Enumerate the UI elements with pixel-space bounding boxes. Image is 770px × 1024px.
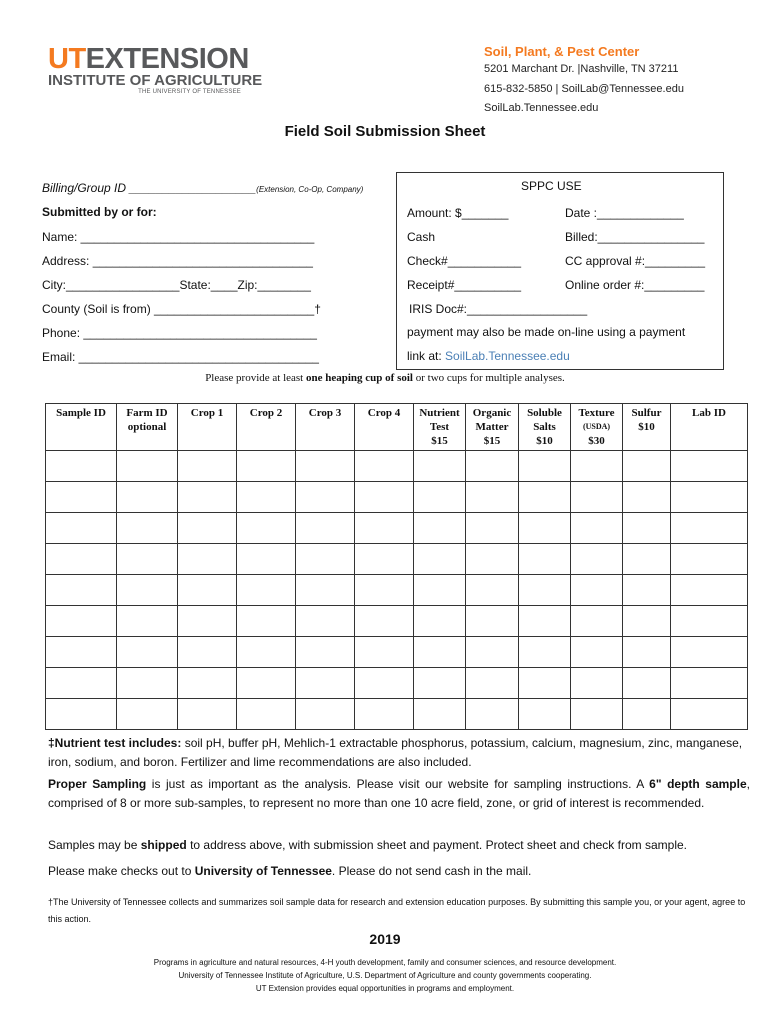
check-field[interactable]: Check#___________ bbox=[407, 254, 522, 268]
column-header-text: Nutrient bbox=[419, 407, 460, 419]
table-cell[interactable] bbox=[414, 575, 466, 606]
column-header bbox=[414, 404, 466, 451]
pay-online-text: payment may also be made on-line using a payment bbox=[407, 325, 686, 339]
table-cell[interactable] bbox=[178, 451, 237, 482]
column-header bbox=[355, 404, 414, 451]
column-header-text: $15 bbox=[431, 435, 448, 447]
column-header-text: (USDA) bbox=[582, 422, 611, 431]
table-cell[interactable] bbox=[414, 699, 466, 730]
page-title: Field Soil Submission Sheet bbox=[284, 123, 486, 140]
table-cell[interactable] bbox=[519, 513, 571, 544]
sppc-heading: SPPC USE bbox=[521, 179, 582, 193]
table-cell[interactable] bbox=[414, 513, 466, 544]
table-cell[interactable] bbox=[117, 575, 178, 606]
city-state-zip-field[interactable]: City:_________________State:____Zip:________ bbox=[42, 278, 311, 292]
ut-extension-logo bbox=[48, 43, 263, 95]
table-cell[interactable] bbox=[671, 575, 748, 606]
column-header-text: Crop 2 bbox=[249, 407, 283, 419]
column-header-text: Soluble bbox=[527, 407, 562, 419]
table-cell[interactable] bbox=[519, 575, 571, 606]
table-cell[interactable] bbox=[296, 606, 355, 637]
table-row bbox=[46, 637, 748, 668]
table-cell[interactable] bbox=[519, 482, 571, 513]
table-cell[interactable] bbox=[117, 699, 178, 730]
column-header-text: Crop 4 bbox=[367, 407, 401, 419]
soil-amount-instructions: Please provide at least one heaping cup of soil or two cups for multiple analyses. bbox=[205, 372, 565, 384]
pay-online-link-line: link at: SoilLab.Tennessee.edu bbox=[407, 349, 570, 363]
table-row bbox=[46, 451, 748, 482]
name-field[interactable]: Name: ___________________________________ bbox=[42, 230, 315, 244]
table-cell[interactable] bbox=[296, 513, 355, 544]
table-cell[interactable] bbox=[623, 699, 671, 730]
soillab-link[interactable]: SoilLab.Tennessee.edu bbox=[445, 349, 570, 363]
sample-table bbox=[45, 403, 748, 730]
table-cell[interactable] bbox=[623, 451, 671, 482]
table-cell[interactable] bbox=[671, 699, 748, 730]
column-header-text: $30 bbox=[588, 435, 605, 447]
table-cell[interactable] bbox=[237, 451, 296, 482]
table-row bbox=[46, 482, 748, 513]
column-header-text: optional bbox=[127, 421, 167, 433]
table-cell[interactable] bbox=[46, 699, 117, 730]
column-header bbox=[46, 404, 117, 451]
table-cell[interactable] bbox=[117, 668, 178, 699]
table-cell[interactable] bbox=[296, 668, 355, 699]
amount-field[interactable]: Amount: $_______ bbox=[407, 206, 509, 220]
table-cell[interactable] bbox=[519, 544, 571, 575]
column-header bbox=[519, 404, 571, 451]
table-cell[interactable] bbox=[571, 482, 623, 513]
table-cell[interactable] bbox=[623, 606, 671, 637]
table-cell[interactable] bbox=[117, 451, 178, 482]
billed-field[interactable]: Billed:________________ bbox=[565, 230, 705, 244]
center-website: SoilLab.Tennessee.edu bbox=[484, 102, 599, 114]
table-cell[interactable] bbox=[46, 575, 117, 606]
table-cell[interactable] bbox=[117, 606, 178, 637]
table-cell[interactable] bbox=[466, 482, 519, 513]
shipping-note: Samples may be shipped to address above, with submission sheet and payment. Protect sheet and check from sample. bbox=[48, 838, 687, 852]
table-cell[interactable] bbox=[671, 482, 748, 513]
table-cell[interactable] bbox=[671, 668, 748, 699]
table-cell[interactable] bbox=[414, 482, 466, 513]
table-cell[interactable] bbox=[178, 482, 237, 513]
table-cell[interactable] bbox=[519, 668, 571, 699]
table-cell[interactable] bbox=[414, 451, 466, 482]
logo-university: THE UNIVERSITY OF TENNESSEE bbox=[138, 89, 241, 95]
table-cell[interactable] bbox=[237, 482, 296, 513]
table-cell[interactable] bbox=[571, 637, 623, 668]
table-cell[interactable] bbox=[237, 699, 296, 730]
table-cell[interactable] bbox=[296, 544, 355, 575]
table-cell[interactable] bbox=[296, 575, 355, 606]
table-cell[interactable] bbox=[519, 699, 571, 730]
column-header bbox=[623, 404, 671, 451]
table-cell[interactable] bbox=[178, 637, 237, 668]
table-cell[interactable] bbox=[46, 544, 117, 575]
table-cell[interactable] bbox=[355, 544, 414, 575]
table-cell[interactable] bbox=[178, 668, 237, 699]
table-cell[interactable] bbox=[466, 606, 519, 637]
center-address: 5201 Marchant Dr. |Nashville, TN 37211 bbox=[484, 63, 679, 75]
column-header-text: Organic bbox=[472, 407, 512, 419]
table-cell[interactable] bbox=[296, 699, 355, 730]
table-cell[interactable] bbox=[355, 513, 414, 544]
table-row bbox=[46, 513, 748, 544]
table-cell[interactable] bbox=[623, 668, 671, 699]
county-field[interactable]: County (Soil is from) ________________________† bbox=[42, 302, 321, 316]
column-header bbox=[178, 404, 237, 451]
data-use-footnote: †The University of Tennessee collects and summarizes soil sample data for research and extension education purposes. By submitting this sample you, or your agent, agree to this action. bbox=[48, 897, 746, 924]
table-cell[interactable] bbox=[296, 482, 355, 513]
table-cell[interactable] bbox=[117, 482, 178, 513]
column-header-text: $10 bbox=[638, 421, 655, 433]
table-cell[interactable] bbox=[414, 668, 466, 699]
table-cell[interactable] bbox=[296, 637, 355, 668]
center-contact: 615-832-5850 | SoilLab@Tennessee.edu bbox=[484, 83, 684, 95]
email-field[interactable]: Email: ____________________________________ bbox=[42, 350, 319, 364]
table-cell[interactable] bbox=[623, 482, 671, 513]
column-header-text: $15 bbox=[483, 435, 501, 447]
nutrient-test-note: ‡Nutrient test includes: soil pH, buffer pH, Mehlich-1 extractable phosphorus, potassium, calcium, magnesium, zinc, manganese, iron, sodium, and boron. Fertilizer and lime recommendations are also included. bbox=[48, 736, 743, 769]
table-cell[interactable] bbox=[623, 513, 671, 544]
table-cell[interactable] bbox=[571, 544, 623, 575]
column-header-text: Texture bbox=[578, 407, 615, 419]
table-row bbox=[46, 699, 748, 730]
table-cell[interactable] bbox=[414, 544, 466, 575]
address-field[interactable]: Address: _________________________________ bbox=[42, 254, 313, 268]
table-cell[interactable] bbox=[466, 699, 519, 730]
sppc-use-box bbox=[396, 172, 724, 370]
footer-line-2: University of Tennessee Institute of Agriculture, U.S. Department of Agriculture and county governments cooperating. bbox=[178, 971, 592, 980]
year: 2019 bbox=[369, 931, 401, 947]
table-cell[interactable] bbox=[466, 451, 519, 482]
table-cell[interactable] bbox=[466, 513, 519, 544]
footer-line-1: Programs in agriculture and natural resources, 4-H youth development, family and consumer sciences, and resource development. bbox=[153, 958, 617, 967]
column-header-text: Matter bbox=[475, 421, 509, 433]
table-cell[interactable] bbox=[623, 544, 671, 575]
table-cell[interactable] bbox=[46, 606, 117, 637]
table-cell[interactable] bbox=[237, 544, 296, 575]
table-cell[interactable] bbox=[355, 668, 414, 699]
center-name: Soil, Plant, & Pest Center bbox=[484, 44, 640, 59]
table-cell[interactable] bbox=[178, 544, 237, 575]
table-cell[interactable] bbox=[519, 637, 571, 668]
table-cell[interactable] bbox=[237, 668, 296, 699]
phone-field[interactable]: Phone: ___________________________________ bbox=[42, 326, 317, 340]
column-header-text: Salts bbox=[533, 421, 556, 433]
column-header-text: Lab ID bbox=[692, 407, 726, 419]
cc-approval-field[interactable]: CC approval #:_________ bbox=[565, 254, 706, 268]
table-cell[interactable] bbox=[571, 451, 623, 482]
table-cell[interactable] bbox=[46, 668, 117, 699]
submitted-label: Submitted by or for: bbox=[42, 205, 157, 219]
iris-doc-field[interactable]: IRIS Doc#:__________________ bbox=[409, 302, 588, 316]
table-cell[interactable] bbox=[355, 699, 414, 730]
table-cell[interactable] bbox=[237, 606, 296, 637]
table-cell[interactable] bbox=[671, 544, 748, 575]
table-cell[interactable] bbox=[117, 544, 178, 575]
table-cell[interactable] bbox=[671, 451, 748, 482]
table-row bbox=[46, 544, 748, 575]
table-cell[interactable] bbox=[623, 575, 671, 606]
online-order-field[interactable]: Online order #:_________ bbox=[565, 278, 705, 292]
column-header-text: Crop 1 bbox=[190, 407, 224, 419]
column-header bbox=[237, 404, 296, 451]
table-cell[interactable] bbox=[466, 544, 519, 575]
table-cell[interactable] bbox=[571, 513, 623, 544]
table-header-row bbox=[46, 404, 748, 451]
table-cell[interactable] bbox=[623, 637, 671, 668]
table-cell[interactable] bbox=[571, 606, 623, 637]
table-cell[interactable] bbox=[355, 575, 414, 606]
date-field[interactable]: Date :_____________ bbox=[565, 206, 684, 220]
logo-institute: INSTITUTE OF AGRICULTURE bbox=[48, 72, 263, 89]
table-cell[interactable] bbox=[237, 513, 296, 544]
column-header bbox=[671, 404, 748, 451]
table-cell[interactable] bbox=[46, 451, 117, 482]
table-cell[interactable] bbox=[296, 451, 355, 482]
footer-line-3: UT Extension provides equal opportunities in programs and employment. bbox=[255, 984, 515, 993]
table-cell[interactable] bbox=[571, 668, 623, 699]
column-header-text: Sample ID bbox=[56, 407, 106, 419]
table-cell[interactable] bbox=[355, 637, 414, 668]
table-cell[interactable] bbox=[178, 513, 237, 544]
table-cell[interactable] bbox=[571, 699, 623, 730]
table-row bbox=[46, 575, 748, 606]
table-cell[interactable] bbox=[671, 513, 748, 544]
column-header bbox=[117, 404, 178, 451]
table-cell[interactable] bbox=[46, 637, 117, 668]
table-cell[interactable] bbox=[519, 451, 571, 482]
table-cell[interactable] bbox=[414, 637, 466, 668]
table-cell[interactable] bbox=[671, 637, 748, 668]
table-cell[interactable] bbox=[178, 699, 237, 730]
table-cell[interactable] bbox=[355, 606, 414, 637]
table-cell[interactable] bbox=[571, 575, 623, 606]
table-cell[interactable] bbox=[117, 513, 178, 544]
table-row bbox=[46, 606, 748, 637]
column-header-text: Test bbox=[429, 421, 450, 433]
column-header bbox=[296, 404, 355, 451]
table-cell[interactable] bbox=[355, 482, 414, 513]
table-cell[interactable] bbox=[466, 575, 519, 606]
table-cell[interactable] bbox=[466, 668, 519, 699]
column-header-text: $10 bbox=[536, 435, 553, 447]
column-header-text: Sulfur bbox=[631, 407, 662, 419]
receipt-field[interactable]: Receipt#__________ bbox=[407, 278, 522, 292]
table-cell[interactable] bbox=[519, 606, 571, 637]
table-cell[interactable] bbox=[466, 637, 519, 668]
checks-note: Please make checks out to University of Tennessee. Please do not send cash in the mail. bbox=[48, 864, 532, 878]
table-cell[interactable] bbox=[178, 606, 237, 637]
table-cell[interactable] bbox=[671, 606, 748, 637]
table-cell[interactable] bbox=[117, 637, 178, 668]
table-cell[interactable] bbox=[178, 575, 237, 606]
column-header bbox=[466, 404, 519, 451]
table-cell[interactable] bbox=[237, 637, 296, 668]
cash-field[interactable]: Cash bbox=[407, 230, 436, 244]
table-row bbox=[46, 668, 748, 699]
table-cell[interactable] bbox=[414, 606, 466, 637]
billing-field[interactable]: Billing/Group ID ___________________(Extension, Co-Op, Company) bbox=[42, 181, 364, 195]
table-cell[interactable] bbox=[355, 451, 414, 482]
table-cell[interactable] bbox=[46, 513, 117, 544]
column-header bbox=[571, 404, 623, 451]
logo-wordmark: UTEXTENSION bbox=[48, 43, 249, 75]
column-header-text: Farm ID bbox=[126, 407, 168, 419]
column-header-text: Crop 3 bbox=[308, 407, 342, 419]
table-cell[interactable] bbox=[46, 482, 117, 513]
table-cell[interactable] bbox=[237, 575, 296, 606]
proper-sampling-note: Proper Sampling is just as important as the analysis. Please visit our website for sampling instructions. A 6" depth sample, comprised of 8 or more sub-samples, to represent no more than one 10 acre field, zone, or grid of interest is recommended. bbox=[48, 777, 750, 810]
